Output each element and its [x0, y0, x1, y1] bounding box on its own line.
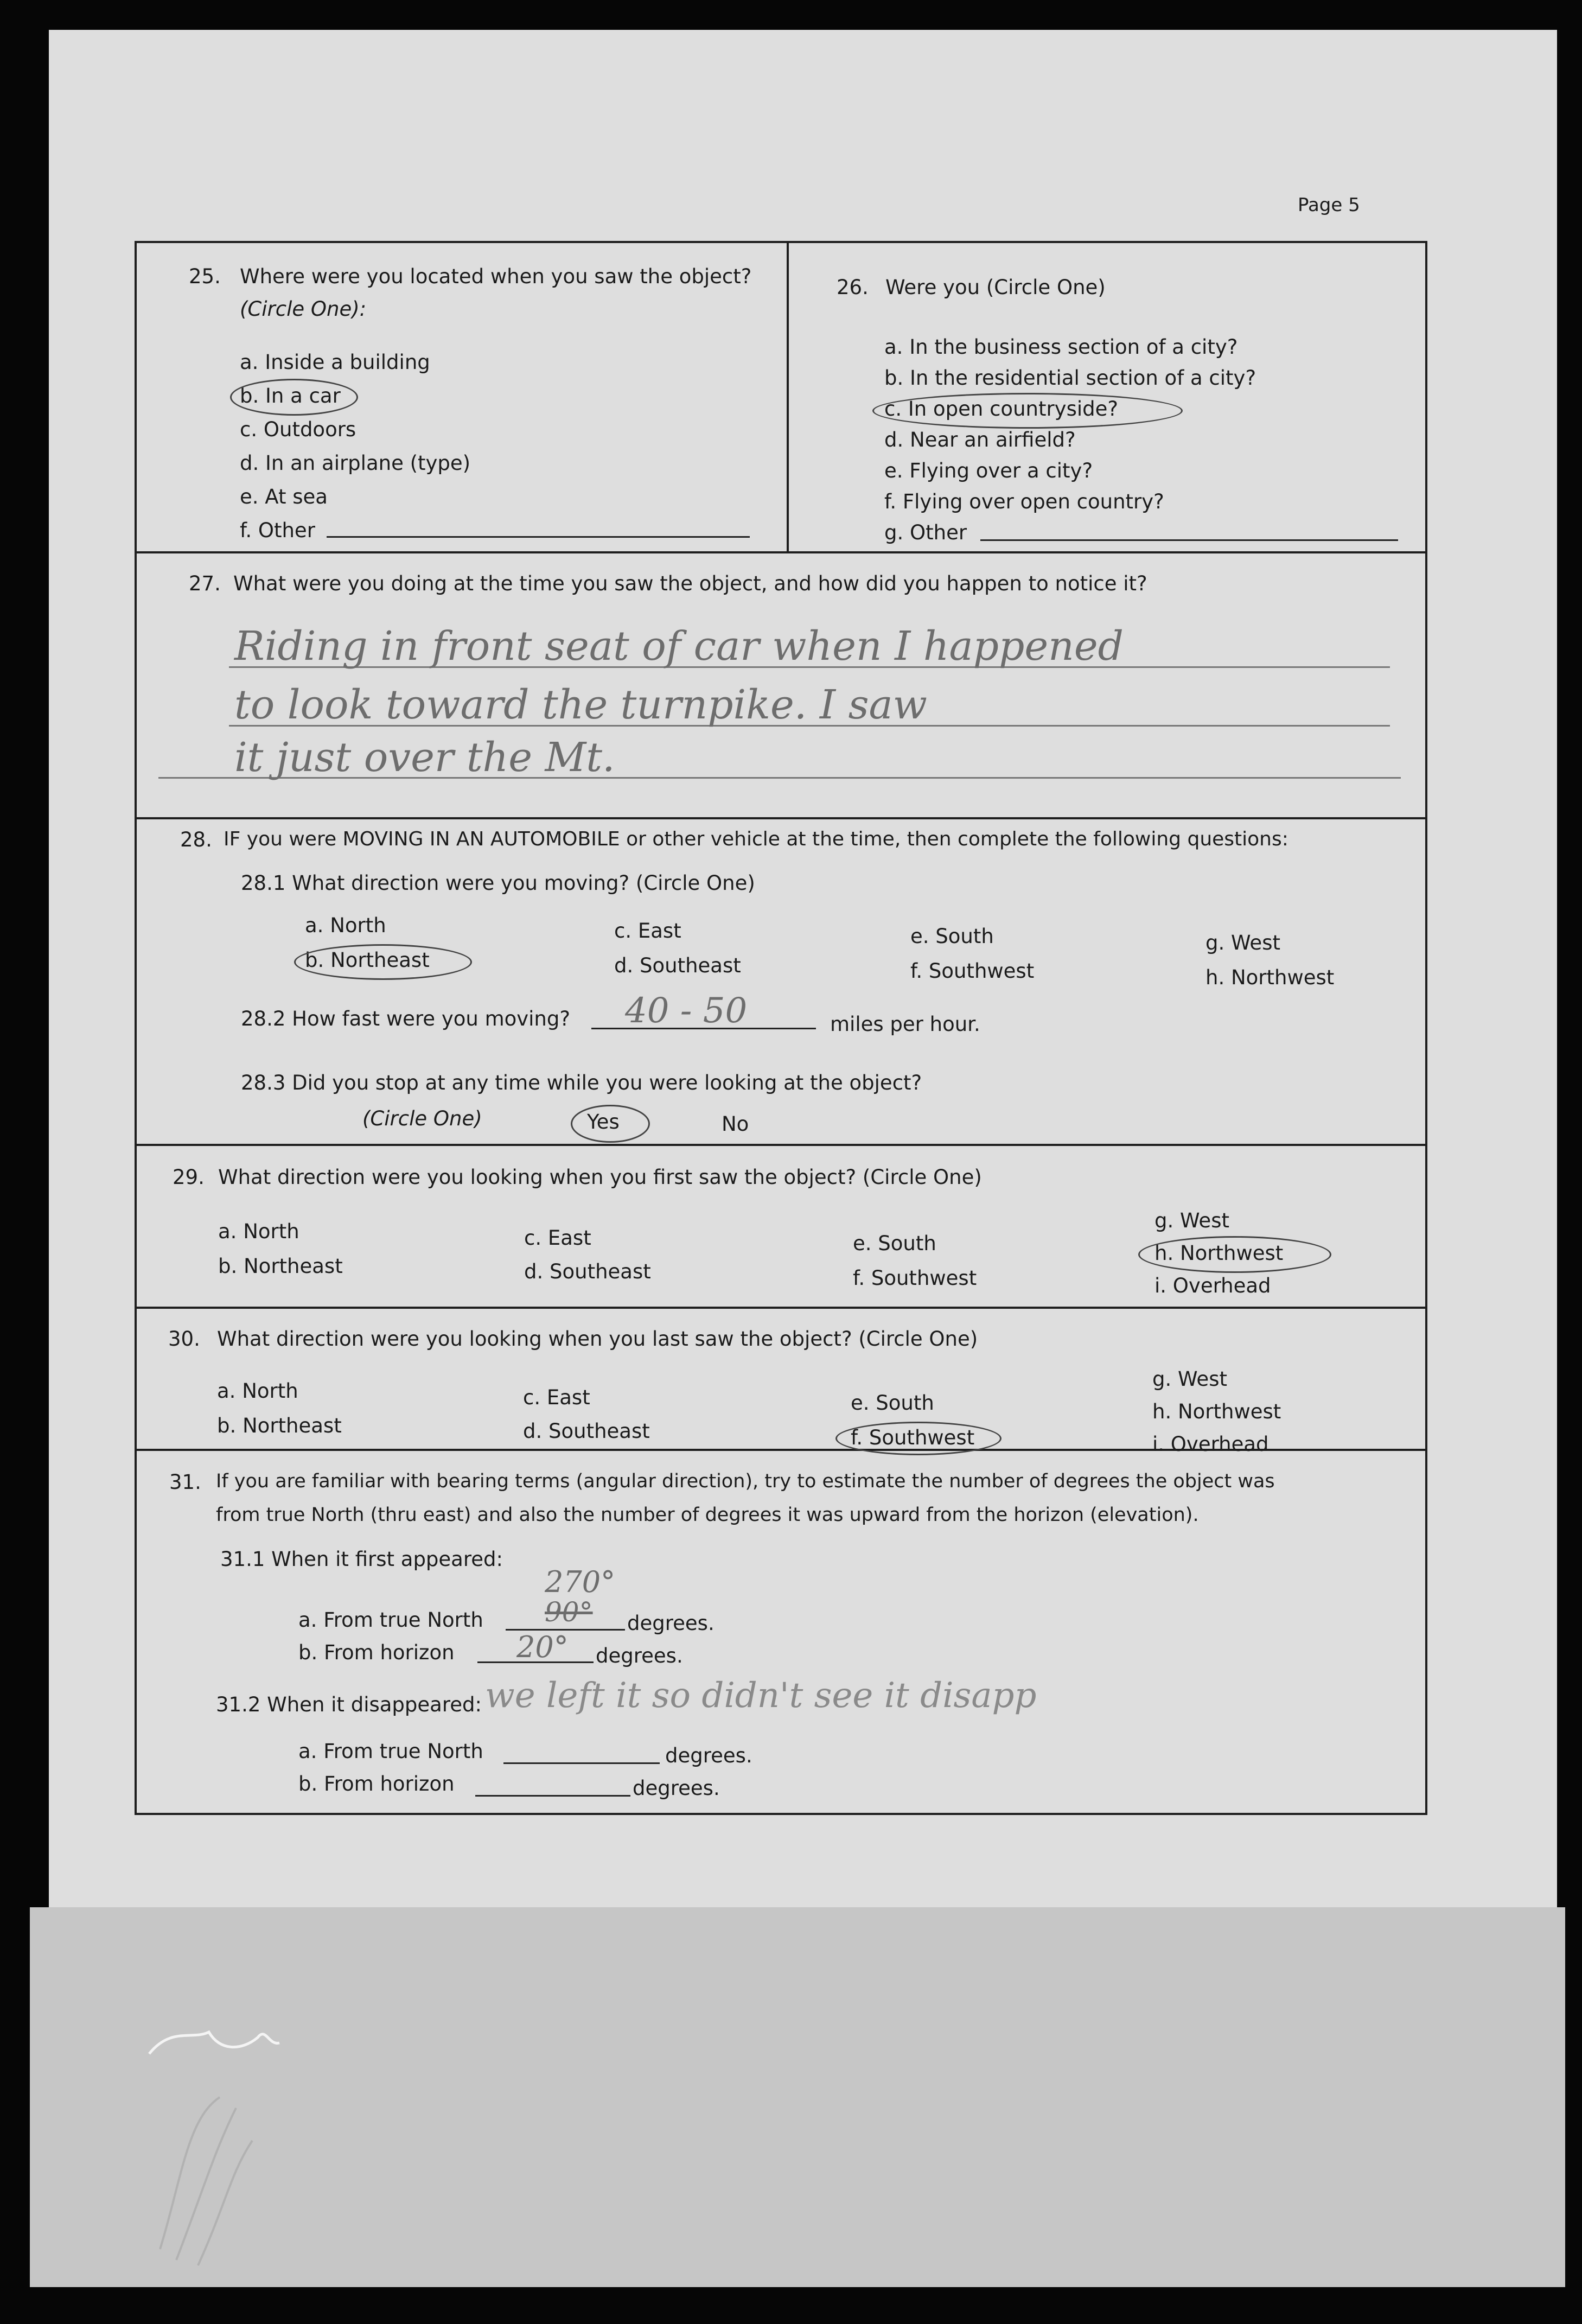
- q28-1-option[interactable]: h. Northwest: [1205, 966, 1335, 989]
- q31-2-label: 31.2 When it disappeared:: [216, 1693, 482, 1716]
- q28-3-yes[interactable]: Yes: [587, 1110, 620, 1134]
- q26-number: 26.: [837, 276, 869, 299]
- q30-option[interactable]: a. North: [217, 1379, 298, 1403]
- q30-number: 30.: [168, 1327, 200, 1351]
- q31-text-line2: from true North (thru east) and also the number of degrees it was upward from the horizon (elevation).: [216, 1504, 1199, 1526]
- q26-option[interactable]: e. Flying over a city?: [884, 459, 1093, 482]
- q31-2-north-field[interactable]: [503, 1762, 660, 1764]
- q31-1-north-struck: 90°: [545, 1596, 593, 1628]
- divider-25-26: [787, 243, 789, 551]
- q31-1-north-label: a. From true North: [298, 1608, 483, 1632]
- q31-2-horizon-unit: degrees.: [633, 1777, 720, 1800]
- lower-margin: [30, 1907, 1565, 2287]
- q31-1-north-answer: 270°: [545, 1565, 616, 1599]
- q26-question: Were you (Circle One): [885, 276, 1106, 299]
- q31-2-horizon-label: b. From horizon: [298, 1772, 455, 1795]
- q26-option[interactable]: g. Other: [884, 521, 967, 544]
- q29-option[interactable]: d. Southeast: [524, 1260, 651, 1283]
- q31-1-label: 31.1 When it first appeared:: [220, 1548, 503, 1571]
- handwritten-answer-line: it just over the Mt.: [234, 734, 615, 781]
- q25-option[interactable]: a. Inside a building: [240, 351, 430, 374]
- q28-1-label: 28.1 What direction were you moving? (Circle One): [241, 871, 755, 895]
- q30-option[interactable]: b. Northeast: [217, 1414, 342, 1437]
- q31-2-horizon-field[interactable]: [475, 1795, 630, 1797]
- divider-27-28: [137, 817, 1425, 819]
- q27-number: 27.: [189, 572, 221, 595]
- handwritten-answer-line: Riding in front seat of car when I happened: [234, 623, 1124, 670]
- q25-option[interactable]: f. Other: [240, 519, 315, 542]
- q27-question: What were you doing at the time you saw the object, and how did you happen to notice it?: [233, 572, 1147, 595]
- q31-1-horizon-unit: degrees.: [596, 1644, 683, 1667]
- q31-2-north-unit: degrees.: [665, 1744, 752, 1767]
- q28-3-no[interactable]: No: [722, 1112, 749, 1136]
- q31-1-horizon-answer: 20°: [516, 1630, 569, 1664]
- q25-other-blank[interactable]: [327, 536, 750, 538]
- q28-3-label: 28.3 Did you stop at any time while you were looking at the object?: [241, 1071, 922, 1094]
- q25-option[interactable]: e. At sea: [240, 485, 328, 508]
- q28-3-instruction: (Circle One): [362, 1107, 482, 1130]
- q31-1-horizon-label: b. From horizon: [298, 1641, 455, 1664]
- q26-option[interactable]: b. In the residential section of a city?: [884, 366, 1256, 390]
- q29-selection-circle: [1138, 1236, 1331, 1273]
- q31-text-line1: If you are familiar with bearing terms (angular direction), try to estimate the number of degrees the object was: [216, 1470, 1275, 1492]
- q26-option[interactable]: d. Near an airfield?: [884, 428, 1076, 451]
- q25-selection-circle: [230, 379, 358, 416]
- q25-option[interactable]: d. In an airplane (type): [240, 451, 471, 475]
- q25-number: 25.: [189, 265, 221, 288]
- q29-option[interactable]: h. Northwest: [1154, 1241, 1284, 1265]
- q29-option[interactable]: e. South: [853, 1232, 936, 1255]
- page-number: Page 5: [1298, 194, 1360, 216]
- q26-option[interactable]: f. Flying over open country?: [884, 490, 1164, 513]
- q30-option[interactable]: c. East: [523, 1386, 590, 1409]
- q28-1-option[interactable]: e. South: [910, 925, 994, 948]
- q30-option[interactable]: i. Overhead: [1152, 1432, 1269, 1456]
- q29-option[interactable]: a. North: [218, 1220, 299, 1243]
- q30-question: What direction were you looking when you last saw the object? (Circle One): [217, 1327, 978, 1351]
- q28-2-label: 28.2 How fast were you moving?: [241, 1007, 570, 1030]
- q31-2-north-label: a. From true North: [298, 1740, 483, 1763]
- q26-option[interactable]: c. In open countryside?: [884, 397, 1119, 421]
- q28-3-selection-circle: [571, 1105, 650, 1143]
- q28-1-option[interactable]: c. East: [614, 919, 681, 943]
- q28-1-option[interactable]: g. West: [1205, 931, 1280, 954]
- divider-28-29: [137, 1144, 1425, 1146]
- q25-option[interactable]: c. Outdoors: [240, 418, 356, 441]
- q28-2-suffix: miles per hour.: [830, 1013, 980, 1036]
- q29-question: What direction were you looking when you first saw the object? (Circle One): [218, 1166, 982, 1189]
- q25-instruction: (Circle One):: [240, 297, 367, 321]
- q25-option[interactable]: b. In a car: [240, 384, 341, 408]
- q29-option[interactable]: c. East: [524, 1226, 591, 1250]
- q26-selection-circle: [872, 393, 1183, 429]
- q25-question: Where were you located when you saw the object?: [240, 265, 752, 288]
- q29-number: 29.: [173, 1166, 205, 1189]
- q29-option[interactable]: i. Overhead: [1154, 1274, 1271, 1297]
- q30-option[interactable]: g. West: [1152, 1367, 1227, 1391]
- q30-option[interactable]: f. Southwest: [851, 1426, 975, 1449]
- handwritten-answer-line: to look toward the turnpike. I saw: [234, 682, 928, 728]
- q31-1-north-unit: degrees.: [627, 1612, 715, 1635]
- q28-2-answer: 40 - 50: [625, 991, 748, 1031]
- q28-1-option[interactable]: b. Northeast: [305, 948, 430, 972]
- q29-option[interactable]: b. Northeast: [218, 1255, 343, 1278]
- q29-option[interactable]: f. Southwest: [853, 1266, 977, 1290]
- q30-option[interactable]: h. Northwest: [1152, 1400, 1281, 1423]
- q31-2-note: we left it so didn't see it disapp: [485, 1676, 1037, 1716]
- q28-1-option[interactable]: a. North: [305, 914, 386, 937]
- q26-option[interactable]: a. In the business section of a city?: [884, 335, 1238, 359]
- q29-option[interactable]: g. West: [1154, 1209, 1229, 1232]
- q28-1-option[interactable]: f. Southwest: [910, 959, 1035, 983]
- q28-number: 28.: [180, 828, 212, 851]
- q30-option[interactable]: e. South: [851, 1391, 934, 1415]
- q26-other-blank[interactable]: [980, 539, 1398, 541]
- q28-question: IF you were MOVING IN AN AUTOMOBILE or other vehicle at the time, then complete the following questions:: [224, 828, 1288, 850]
- pencil-mark: [138, 1945, 410, 2271]
- q28-1-selection-circle: [294, 944, 472, 980]
- q28-1-option[interactable]: d. Southeast: [614, 954, 741, 977]
- form-frame: [135, 241, 1427, 1815]
- q30-option[interactable]: d. Southeast: [523, 1419, 650, 1443]
- divider-29-30: [137, 1307, 1425, 1309]
- q30-selection-circle: [835, 1422, 1001, 1455]
- divider-25-27: [137, 551, 1425, 553]
- q31-number: 31.: [169, 1470, 201, 1494]
